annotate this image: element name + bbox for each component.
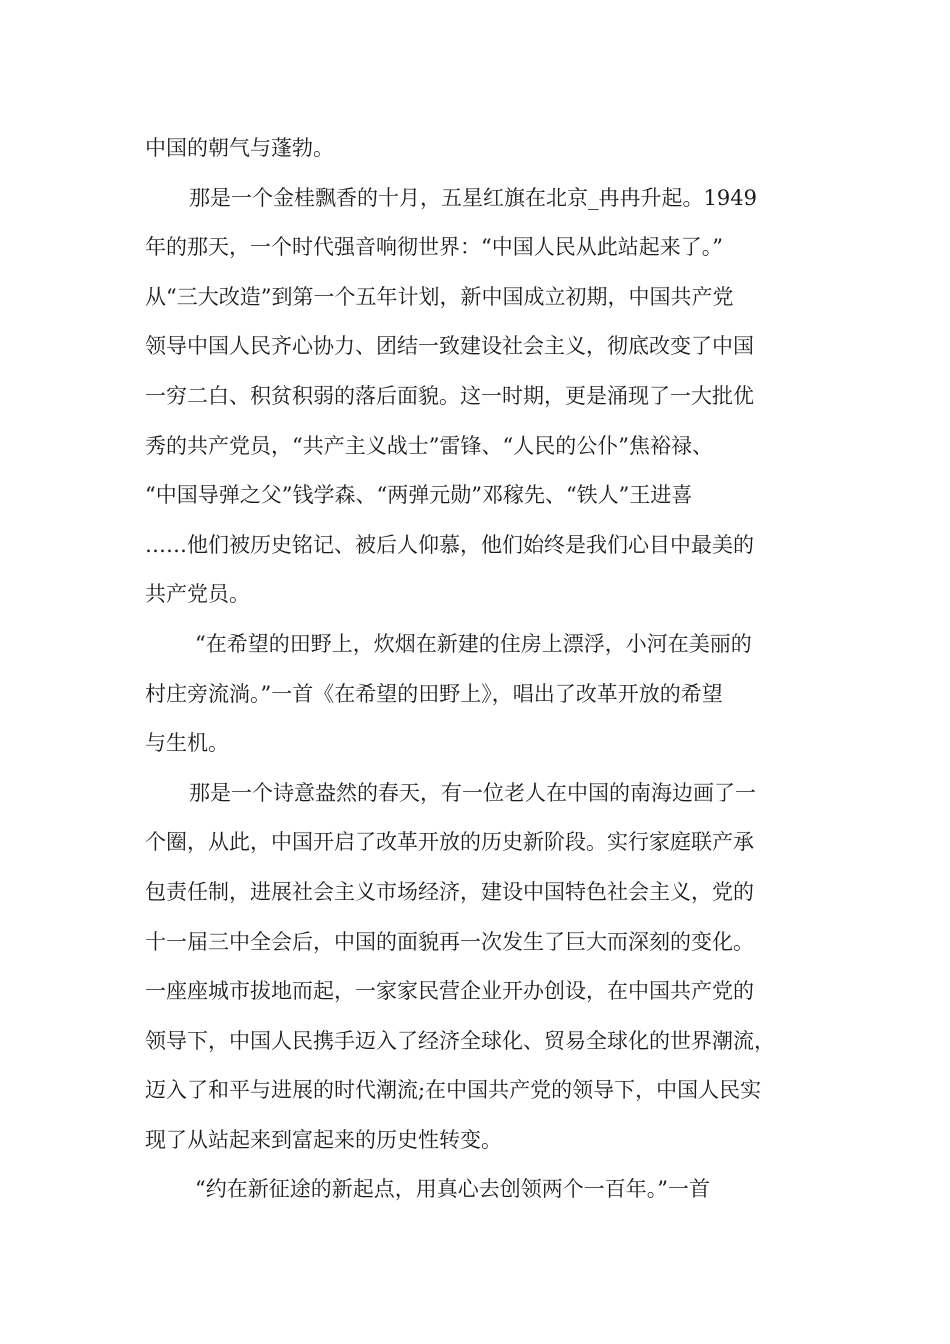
text-line: 一座座城市拔地而起，一家家民营企业开办创设，在中国共产党的 — [145, 979, 754, 1004]
paragraph-start-line: 那是一个金桂飘香的十月，五星红旗在北京_冉冉升起。1949 — [189, 185, 757, 210]
text-line: 领导中国人民齐心协力、团结一致建设社会主义，彻底改变了中国 — [145, 334, 754, 359]
text-line: 十一届三中全会后，中国的面貌再一次发生了巨大而深刻的变化。 — [145, 929, 754, 954]
text-line: 秀的共产党员，“共产主义战士”雷锋、“人民的公仆”焦裕禄、 — [145, 433, 713, 458]
text-line: 从“三大改造”到第一个五年计划，新中国成立初期，中国共产党 — [145, 284, 734, 309]
text-line: 迈入了和平与进展的时代潮流;在中国共产党的领导下，中国人民实 — [145, 1078, 762, 1103]
text-line: 村庄旁流淌。”一首《在希望的田野上》，唱出了改革开放的希望 — [145, 681, 723, 706]
text-line: 个圈，从此，中国开启了改革开放的历史新阶段。实行家庭联产承 — [145, 830, 754, 855]
body-text — [145, 124, 817, 1215]
text-line: 现了从站起来到富起来的历史性转变。 — [145, 1127, 502, 1152]
text-line: 包责任制，进展社会主义市场经济，建设中国特色社会主义，党的 — [145, 879, 754, 904]
text-line: 共产党员。 — [145, 582, 250, 607]
text-line: “中国导弹之父”钱学森、“两弹元勋”邓稼先、“铁人”王进喜 — [145, 483, 693, 508]
text-line: 与生机。 — [145, 731, 229, 756]
text-line: ……他们被历史铭记、被后人仰慕，他们始终是我们心目中最美的 — [145, 532, 754, 557]
paragraph-start-line: 那是一个诗意盎然的春天，有一位老人在中国的南海边画了一 — [189, 780, 756, 805]
text-line: 领导下，中国人民携手迈入了经济全球化、贸易全球化的世界潮流， — [145, 1028, 775, 1053]
text-line: 中国的朝气与蓬勃。 — [145, 136, 334, 160]
paragraph-start-line: “在希望的田野上，炊烟在新建的住房上漂浮，小河在美丽的 — [195, 631, 752, 656]
text-line: 一穷二白、积贫积弱的落后面貌。这一时期，更是涌现了一大批优 — [145, 383, 754, 408]
paragraph-start-line: “约在新征途的新起点，用真心去创领两个一百年。”一首 — [195, 1177, 710, 1202]
text-line: 年的那天，一个时代强音响彻世界：“中国人民从此站起来了。” — [145, 235, 723, 260]
